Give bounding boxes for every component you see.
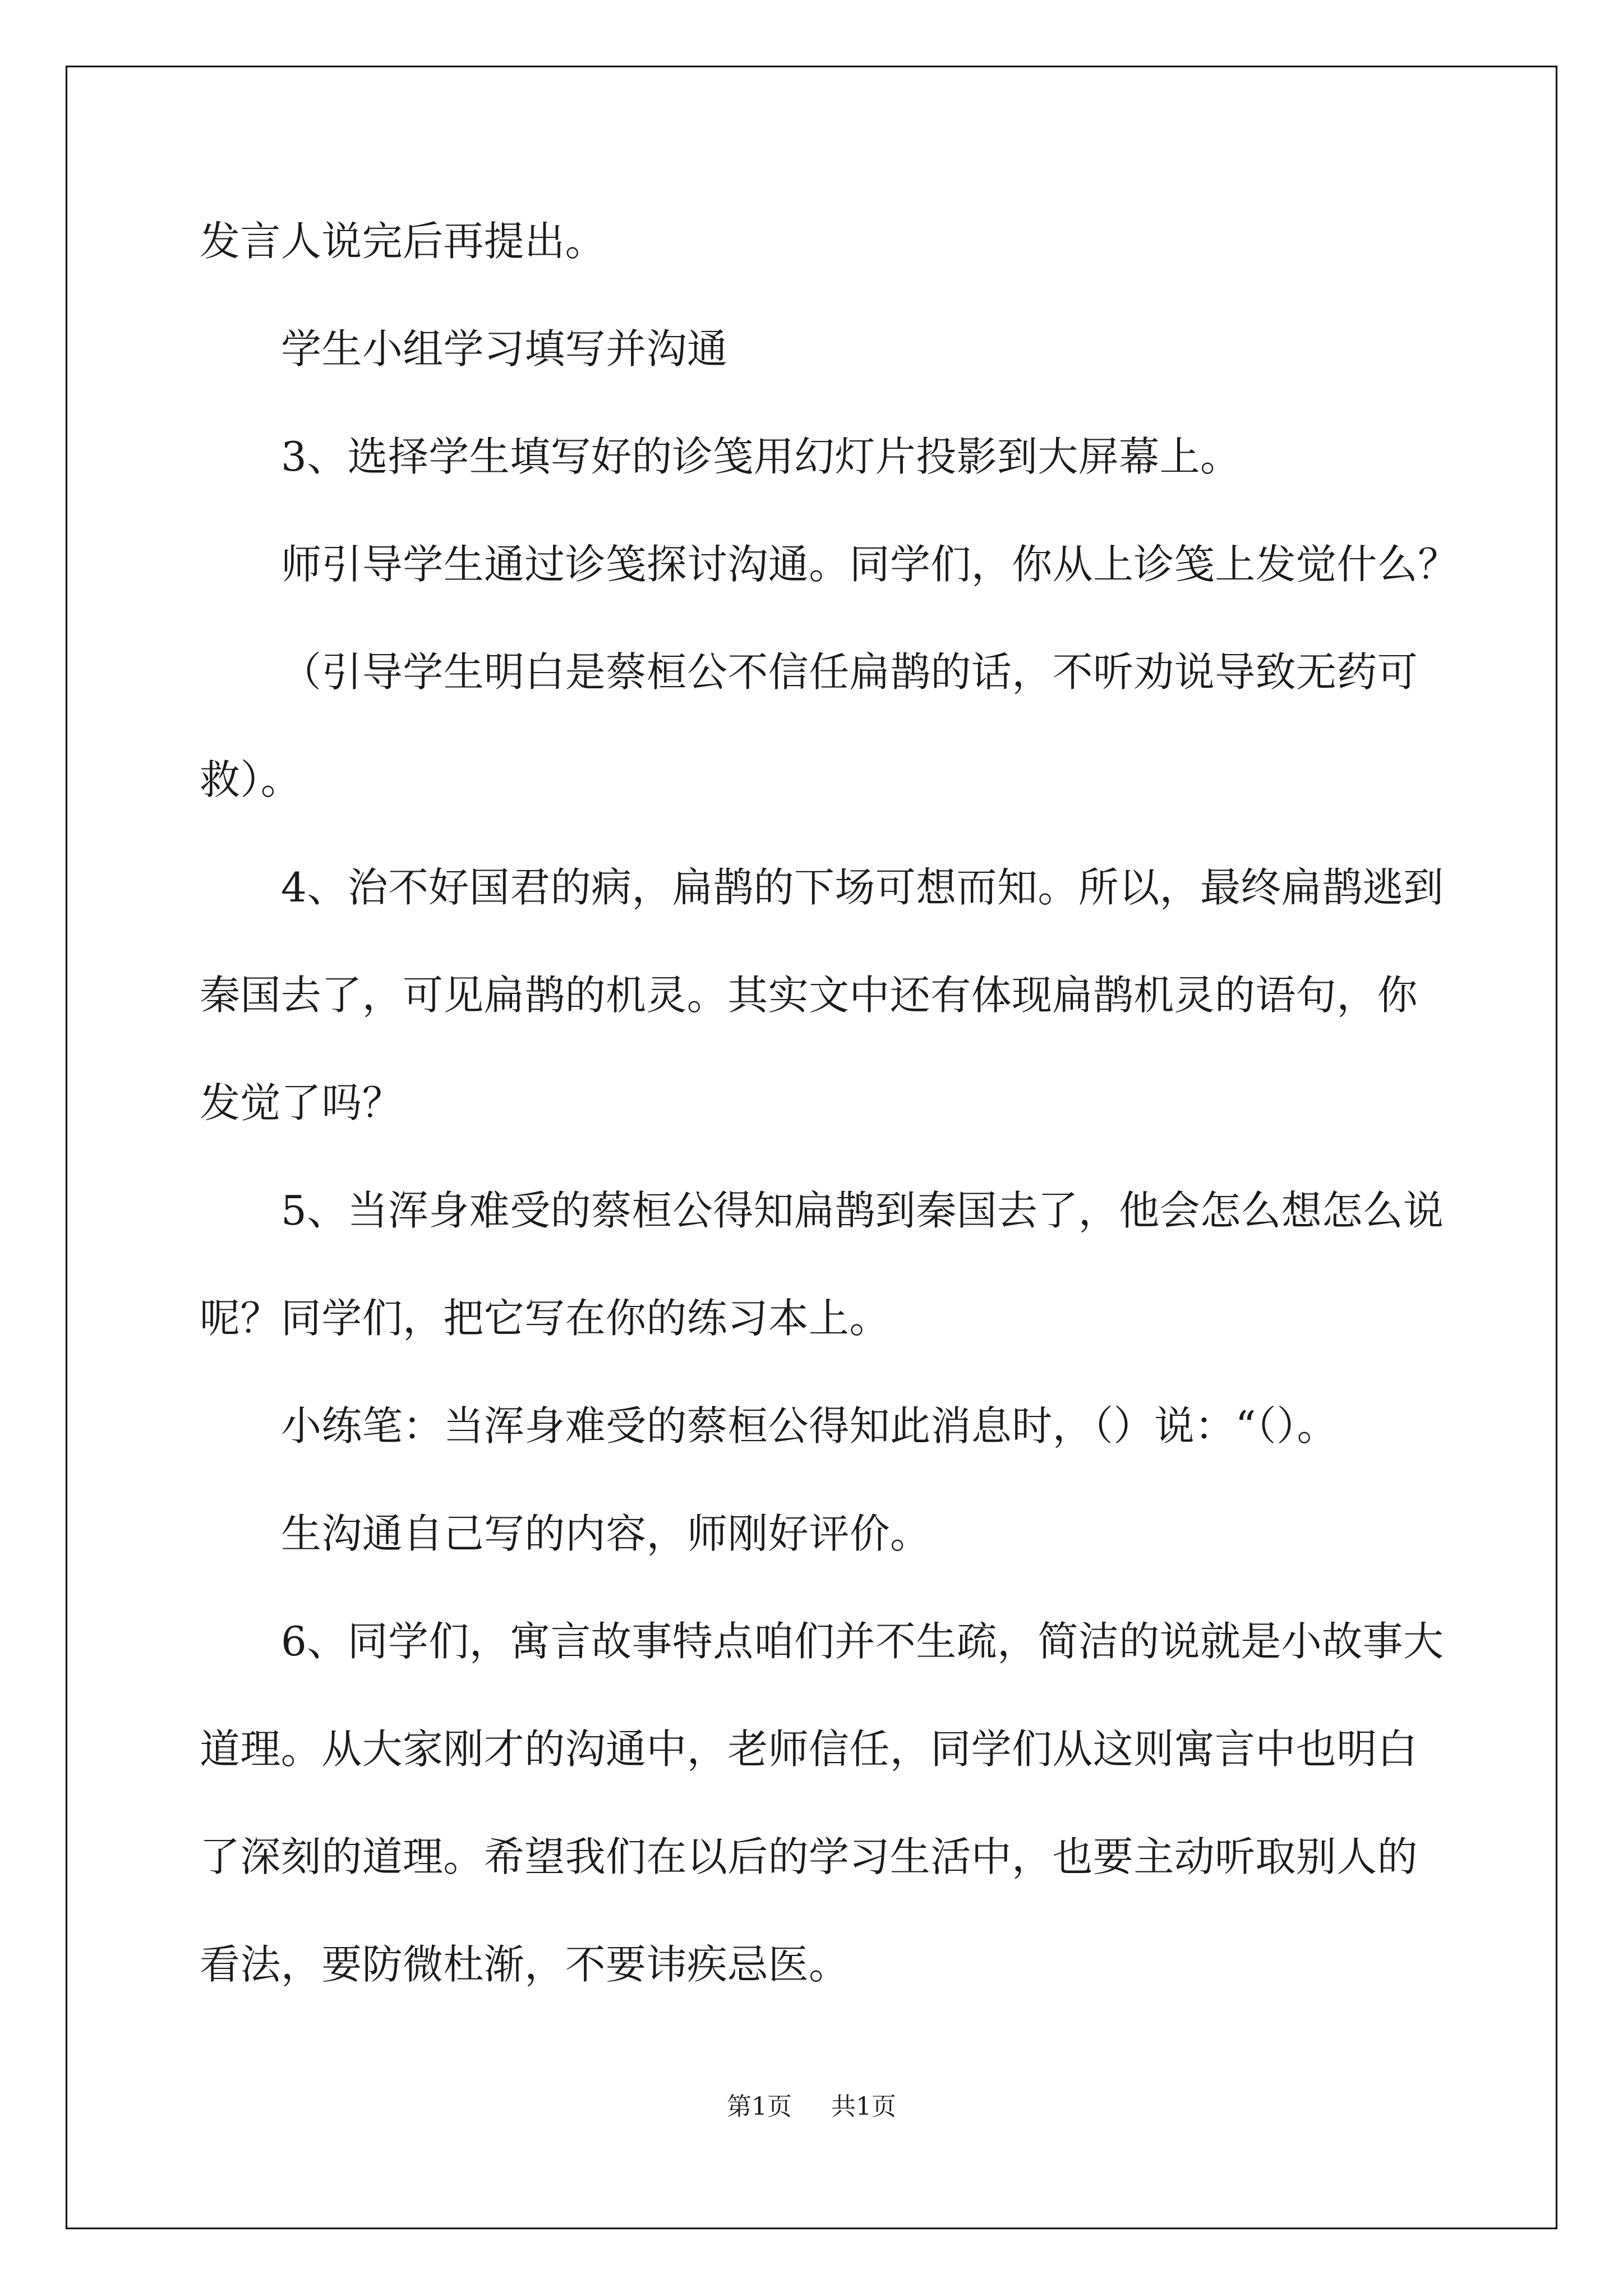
text-line: 3、选择学生填写好的诊笺用幻灯片投影到大屏幕上。 [281,433,1241,480]
text-line: 师引导学生通过诊笺探讨沟通。同学们，你从上诊笺上发觉什么？ [281,541,1459,588]
text-line: 生沟通自己写的内容，师刚好评价。 [281,1510,931,1557]
text-line: 发言人说完后再提出。 [200,218,606,265]
page-number-current: 第1页 [727,2092,792,2121]
text-line: 小练笔：当浑身难受的蔡桓公得知此消息时，（）说：“（）。 [281,1402,1338,1450]
text-line: （引导学生明白是蔡桓公不信任扁鹊的话，不听劝说导致无药可 [281,648,1418,696]
text-line: 5、当浑身难受的蔡桓公得知扁鹊到秦国去了，他会怎么想怎么说 [281,1187,1444,1234]
page-border [66,66,1557,2229]
page-footer [0,2091,1623,2123]
text-line: 道理。从大家刚才的沟通中，老师信任，同学们从这则寓言中也明白 [200,1726,1418,1773]
text-line: 4、治不好国君的病，扁鹊的下场可想而知。所以，最终扁鹊逃到 [281,864,1444,911]
page-number-total: 共1页 [831,2092,896,2121]
text-line: 救）。 [200,756,302,803]
text-line: 6、同学们，寓言故事特点咱们并不生疏，简洁的说就是小故事大 [281,1618,1444,1665]
text-line: 呢？同学们，把它写在你的练习本上。 [200,1295,890,1342]
text-line: 了深刻的道理。希望我们在以后的学习生活中，也要主动听取别人的 [200,1833,1418,1880]
text-line: 看法，要防微杜渐，不要讳疾忌医。 [200,1941,850,1988]
text-line: 发觉了吗？ [200,1079,403,1126]
text-line: 学生小组学习填写并沟通 [281,325,728,372]
text-line: 秦国去了，可见扁鹊的机灵。其实文中还有体现扁鹊机灵的语句，你 [200,972,1418,1019]
